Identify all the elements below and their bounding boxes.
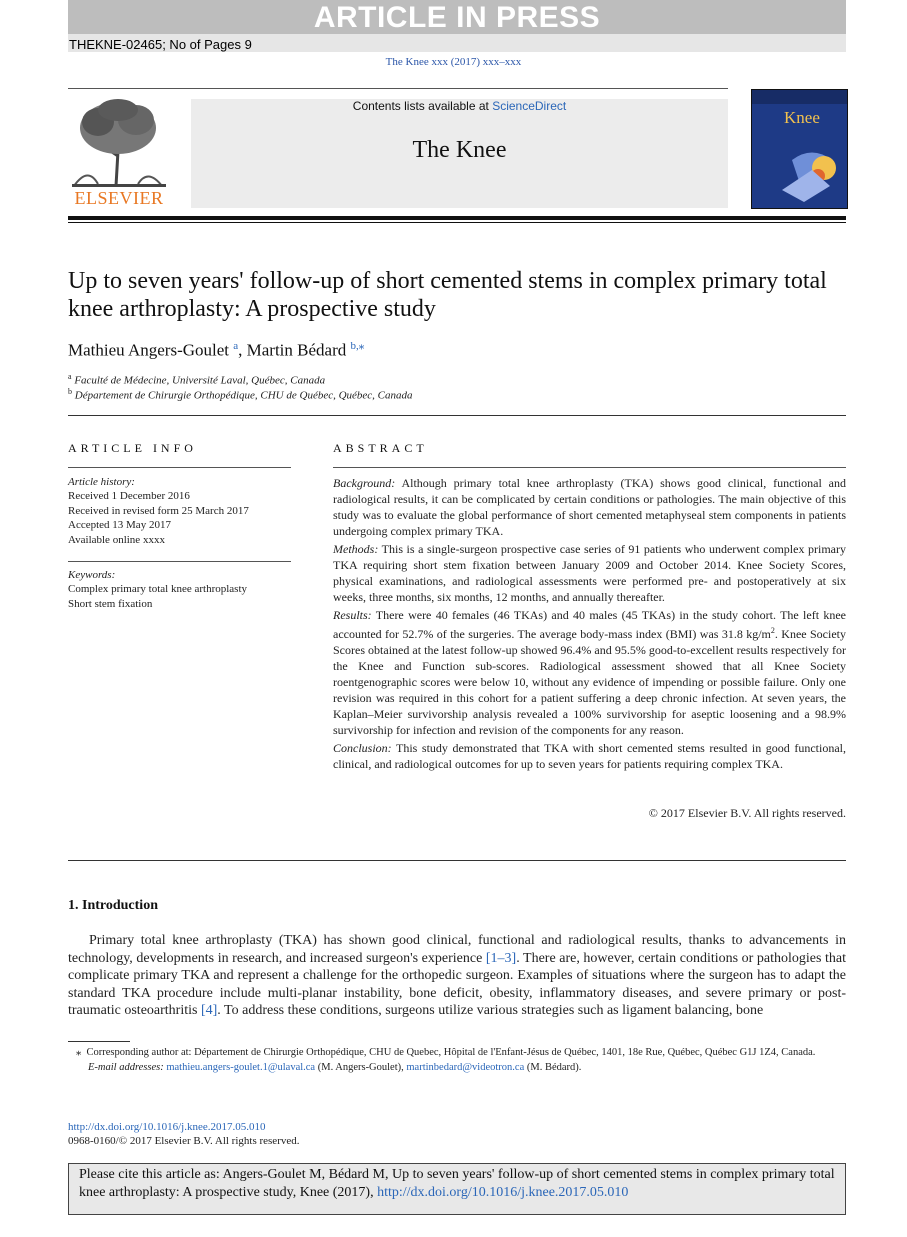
section-rule — [68, 415, 846, 416]
contents-available-line: Contents lists available at ScienceDirect — [352, 99, 567, 113]
email-link[interactable]: mathieu.angers-goulet.1@ulaval.ca — [166, 1061, 316, 1073]
banner-text: ARTICLE IN PRESS — [313, 1, 601, 34]
citation-doi-link[interactable]: http://dx.doi.org/10.1016/j.knee.2017.05.010 — [377, 1184, 629, 1200]
received-date: Received 1 December 2016 — [68, 490, 190, 503]
article-in-press-banner — [68, 0, 846, 34]
abstract-rule — [333, 467, 846, 468]
keyword: Complex primary total knee arthroplasty — [68, 583, 248, 596]
author-name[interactable]: Martin Bédard — [246, 340, 347, 360]
citation-text: Please cite this article as: Angers-Goulet M, Bédard M, Up to seven years' follow-up of short cemented stems in complex primary total knee arthroplasty: A prospective study, Knee (2017), http://dx.doi.org/10.1016/j.knee.2017.05.010 — [79, 1167, 835, 1200]
online-date: Available online xxxx — [68, 533, 165, 546]
section-rule — [68, 860, 846, 861]
citation-link[interactable]: [1–3] — [485, 950, 517, 966]
history-label: Article history: — [68, 476, 135, 488]
journal-title[interactable]: The Knee — [412, 137, 507, 163]
article-history — [68, 475, 249, 547]
article-info-heading: ARTICLE INFO — [68, 441, 197, 455]
copyright-notice: © 2017 Elsevier B.V. All rights reserved. — [648, 806, 846, 820]
corresponding-author-note: ⁎ Corresponding author at: Département de Chirurgie Orthopédique, CHU de Quebec, Hôpital de l'Enfant-Jésus de Québec, 1401, 18e Rue, Québec, Québec G1J 1Z4, Canada. — [76, 1047, 816, 1058]
abstract-conclusion: Conclusion: This study demonstrated that TKA with short cemented stems resulted in good functional, clinical, and radiological outcomes for up to seven years for patients requiring complex TKA. — [333, 741, 846, 771]
author-name[interactable]: Mathieu Angers-Goulet — [68, 340, 229, 360]
keywords-rule — [68, 561, 291, 562]
affiliation: $^a$ Faculté de Médecine, Université Laval, Québec, Canada — [68, 372, 326, 387]
publisher-wordmark: ELSEVIER — [74, 188, 164, 208]
email-addresses: E-mail addresses: mathieu.angers-goulet.1@ulaval.ca (M. Angers-Goulet), martinbedard@videotron.ca (M. Bédard). — [88, 1061, 582, 1073]
journal-citation-line[interactable]: The Knee xxx (2017) xxx–xxx — [385, 56, 522, 68]
abstract-results: Results: There were 40 females (46 TKAs) and 40 males (45 TKAs) in the study cohort. The left knee accounted for 52.7% of the surgeries. The average body-mass index (BMI) was 31.8 $kg/m^2$. Knee Society Scores obtained at the latest follow-up showed 96.4% and 95.5% good-to-excellent results respectively for the Knee and Function sub-scores. Radiological assessment showed that all Knee Society roentgenographic scores were below 10, without any evidence of impending or possible failure. Only one revision was required in this cohort for a patient suffering a deep chronic infection. At seven years, the Kaplan–Meier survivorship analysis revealed a 100% survivorship for aseptic loosening and a 98.9% survivorship for infection and revision of the components for any reason. — [333, 608, 847, 737]
affiliation: $^b$ Département de Chirurgie Orthopédique, CHU de Québec, Québec, Canada — [68, 387, 413, 402]
sciencedirect-link[interactable]: ScienceDirect — [492, 99, 567, 113]
issn-line: 0968-0160/© 2017 Elsevier B.V. All rights reserved. — [68, 1135, 300, 1147]
abstract-body — [333, 475, 846, 774]
author-list: Mathieu Angers-Goulet $^a$, Martin Bédard $^{b,⁎}$ — [68, 340, 365, 360]
email-link[interactable]: martinbedard@videotron.ca — [406, 1061, 525, 1073]
publisher-logo[interactable] — [68, 96, 170, 208]
header-thin-rule — [68, 222, 846, 223]
doi-link[interactable]: http://dx.doi.org/10.1016/j.knee.2017.05.010 — [68, 1121, 266, 1133]
footnotes — [68, 1046, 846, 1075]
introduction-heading: 1. Introduction — [68, 898, 158, 913]
keyword: Short stem fixation — [68, 597, 153, 610]
article-info-rule — [68, 467, 291, 468]
abstract-heading: ABSTRACT — [333, 441, 428, 455]
keywords-label: Keywords: — [68, 569, 116, 581]
cover-title: Knee — [784, 108, 820, 127]
article-title: Up to seven years' follow-up of short cemented stems in complex primary total knee arthroplasty: A prospective study — [68, 268, 827, 322]
abstract-background: Background: Although primary total knee arthroplasty (TKA) shows good clinical, functional and radiological results, it can be complicated by certain conditions or pathologies. The main objective of this study was to evaluate the global performance of short cemented metaphyseal stem components in patients undergoing complex primary TKA. — [333, 476, 846, 538]
accepted-date: Accepted 13 May 2017 — [68, 519, 171, 532]
footnote-rule — [68, 1041, 130, 1042]
author-affiliation-mark[interactable]: a — [233, 340, 239, 352]
article-reference: THEKNE-02465; No of Pages 9 — [69, 37, 252, 52]
header-thick-rule — [68, 216, 846, 220]
journal-cover[interactable] — [751, 89, 848, 209]
citation-link[interactable]: [4] — [200, 1003, 218, 1018]
introduction-paragraph: Primary total knee arthroplasty (TKA) has shown good clinical, functional and radiological results, thanks to advancements in technology, developments in research, and increased surgeon's experience [1–3]. There are, however, certain conditions or pathologies that complicate primary TKA and represent a challenge for the orthopedic surgeon. Examples of situations where the surgeon has to adapt the standard TKA procedure include multi-planar instability, bone deficit, obesity, inflammatory diseases, and severe primary or post-traumatic osteoarthritis [4]. To address these conditions, surgeons utilize various strategies such as ligament balancing, bone — [68, 933, 846, 1018]
keywords-block — [68, 568, 247, 611]
abstract-methods: Methods: This is a single-surgeon prospective case series of 91 patients who underwent complex primary TKA requiring short stem fixation between January 2009 and October 2014. Knee Society Scores, physical examinations, and radiological assessments were performed pre- and postoperatively at six weeks, three months, six months, 12 months, and annually thereafter. — [333, 542, 846, 604]
revised-date: Received in revised form 25 March 2017 — [68, 504, 249, 517]
header-top-rule — [68, 88, 728, 89]
author-affiliation-mark[interactable]: b,⁎ — [350, 340, 365, 352]
